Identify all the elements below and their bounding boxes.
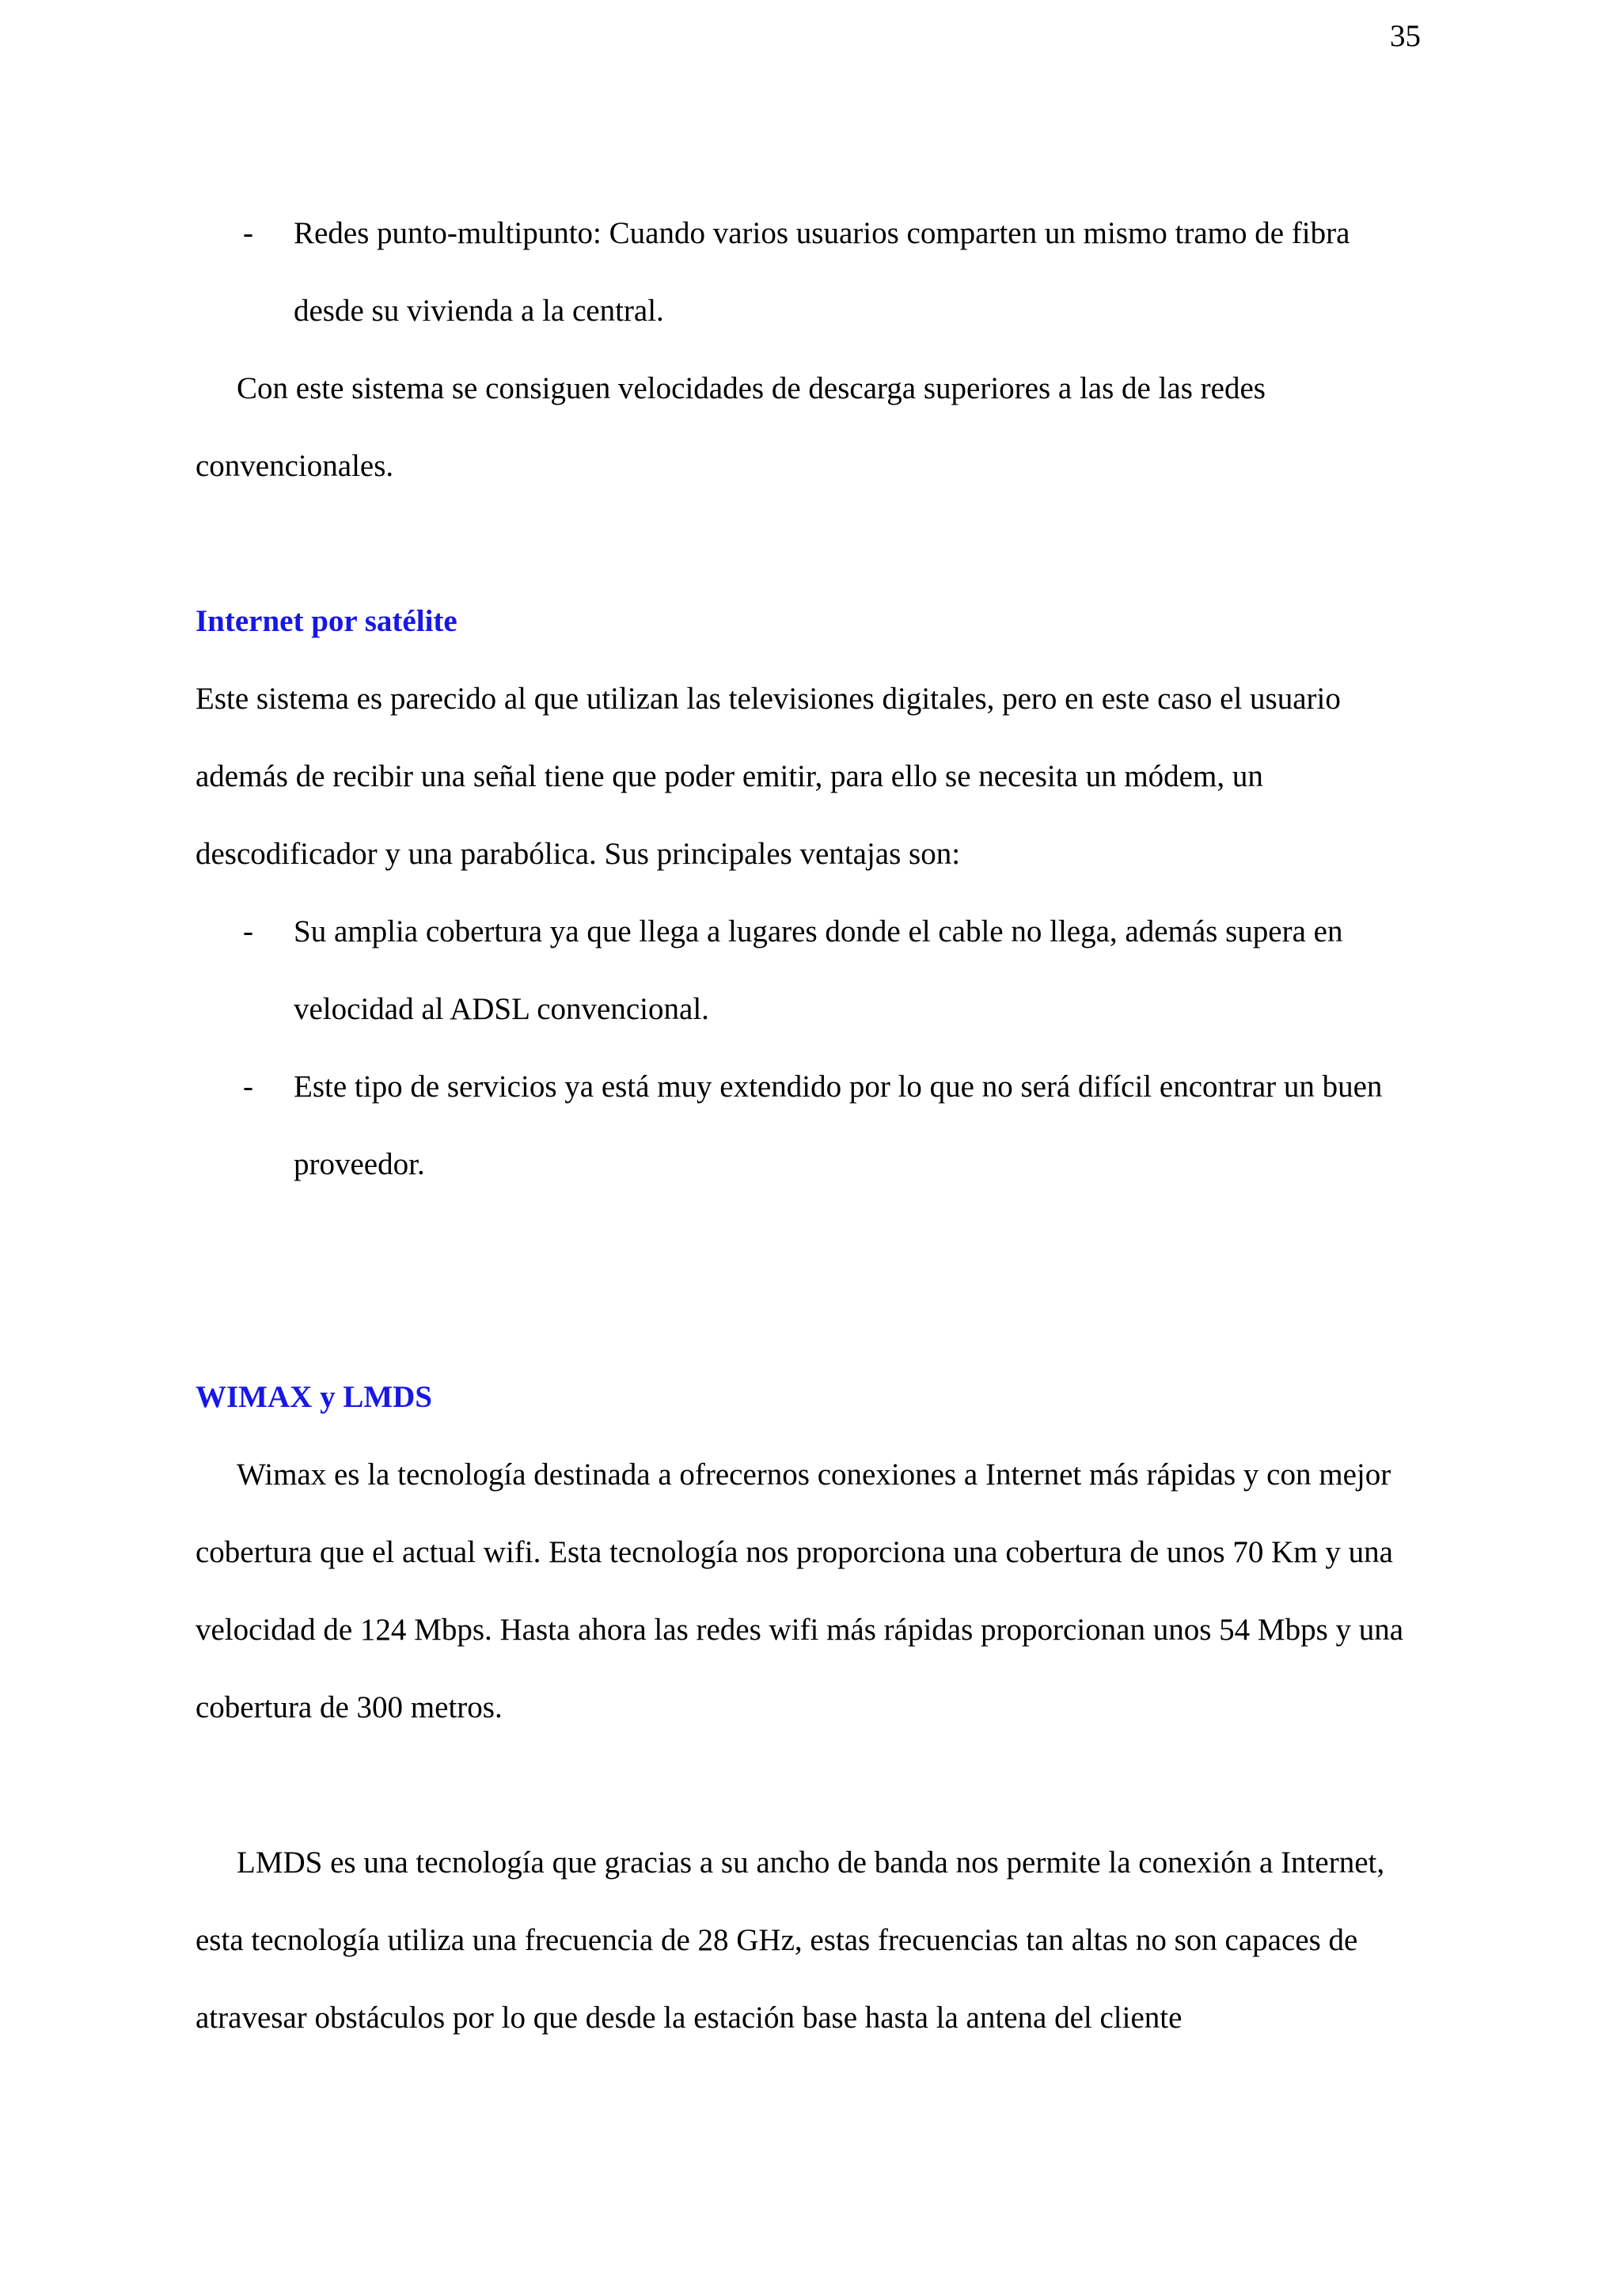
paragraph-satellite: Este sistema es parecido al que utilizan las televisiones digitales, pero en este caso el usuario además de recibir una señal tiene que poder emitir, para ello se necesita un módem, un descodificador y una parabólica. Sus principales ventajas son: (196, 682, 1341, 871)
document-body (196, 195, 1422, 2057)
paragraph-lmds: LMDS es una tecnología que gracias a su ancho de banda nos permite la conexión a Internet, esta tecnología utiliza una frecuencia de 28 GHz, estas frecuencias tan altas no son capaces de atravesar obstáculos por lo que desde la estación base hasta la antena del cliente (196, 1846, 1385, 2035)
paragraph-velocidades: Con este sistema se consiguen velocidades de descarga superiores a las de las redes convencionales. (196, 371, 1266, 483)
bullet-dash: - (243, 914, 253, 948)
section-heading-satellite: Internet por satélite (196, 604, 457, 638)
page-number: 35 (1390, 19, 1421, 53)
list-item-cobertura (196, 893, 1422, 1048)
section-heading-wimax: WIMAX y LMDS (196, 1380, 432, 1414)
list-item-punto-multipunto (196, 195, 1422, 350)
paragraph-wimax: Wimax es la tecnología destinada a ofrecernos conexiones a Internet más rápidas y con mejor cobertura que el actual wifi. Esta tecnología nos proporciona una cobertura de unos 70 Km y una velocidad de 124 Mbps. Hasta ahora las redes wifi más rápidas proporcionan unos 54 Mbps y una cobertura de 300 metros. (196, 1458, 1404, 1724)
list-item-text: Su amplia cobertura ya que llega a lugares donde el cable no llega, además supera en velocidad al ADSL convencional. (294, 914, 1343, 1026)
spacer (196, 505, 1422, 583)
list-item-text: Redes punto-multipunto: Cuando varios usuarios comparten un mismo tramo de fibra desde su vivienda a la central. (294, 216, 1350, 328)
list-item-text: Este tipo de servicios ya está muy extendido por lo que no será difícil encontrar un buen proveedor. (294, 1070, 1383, 1181)
bullet-dash: - (243, 216, 253, 250)
spacer (196, 1747, 1422, 1824)
spacer (196, 1203, 1422, 1359)
bullet-dash: - (243, 1070, 253, 1104)
list-item-servicios (196, 1048, 1422, 1203)
